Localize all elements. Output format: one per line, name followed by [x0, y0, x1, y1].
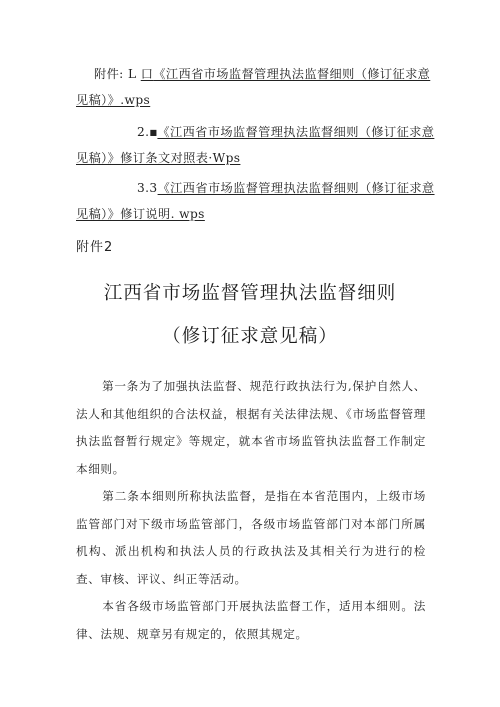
document-title: 江西省市场监督管理执法监督细则: [103, 283, 397, 304]
scope-text: 本省各级市场监管部门开展执法监督工作，适用本细则。法律、法规、规章另有规定的，依照其规定。: [76, 599, 426, 641]
attachment-3-line-2[interactable]: [76, 206, 205, 222]
article-1-text: 第一条为了加强执法监督、规范行政执法行为,保护自然人、法人和其他组织的合法权益，根据有关法律法规、《市场监督管理执法监督暂行规定》等规定，就本省市场监管执法监督工作制定本细则。: [76, 379, 426, 476]
attachment-2-link-text[interactable]: 《江西省市场监督管理执法监督细则（修订征求意: [157, 125, 435, 139]
attachment-2-line-2[interactable]: [76, 150, 240, 166]
article-2-paragraph: [76, 483, 426, 593]
attachment-3-link-text-cont[interactable]: 见稿）》修订说明. wps: [76, 207, 205, 221]
attachment-1-link-text[interactable]: 《江西省市场监督管理执法监督细则（修订征求意: [153, 67, 431, 81]
attachment-3-link-text[interactable]: 《江西省市场监督管理执法监督细则（修订征求意: [157, 181, 435, 195]
attachment-1-prefix: 附件: L: [94, 67, 141, 81]
attachment-3-line-1[interactable]: [137, 180, 435, 196]
article-1-paragraph: [76, 373, 426, 483]
attachment-2-line-1[interactable]: [137, 124, 434, 141]
attachment-1-line-2[interactable]: [76, 92, 150, 108]
attachment-2-prefix: 2.: [137, 125, 150, 139]
document-subtitle: （修订征求意见稿）: [162, 326, 338, 347]
attachment-label: 附件2: [76, 240, 114, 255]
attachment-2-link-text-cont[interactable]: 见稿）》修订条文对照表·Wps: [76, 151, 241, 165]
attachment-1-file-icon: 口: [140, 67, 154, 81]
attachment-3-prefix: 3.3: [137, 181, 158, 195]
scope-paragraph: [76, 593, 426, 648]
attachment-1-line-1[interactable]: [94, 66, 430, 82]
attachment-1-link-text-cont[interactable]: 见稿）》.wps: [76, 93, 151, 107]
article-2-text: 第二条本细则所称执法监督，是指在本省范围内，上级市场监管部门对下级市场监管部门，各级市场监管部门对本部门所属机构、派出机构和执法人员的行政执法及其相关行为进行的检查、审核、评议、纠正等活动。: [76, 489, 426, 586]
attachment-2-file-icon: ■: [149, 128, 158, 137]
